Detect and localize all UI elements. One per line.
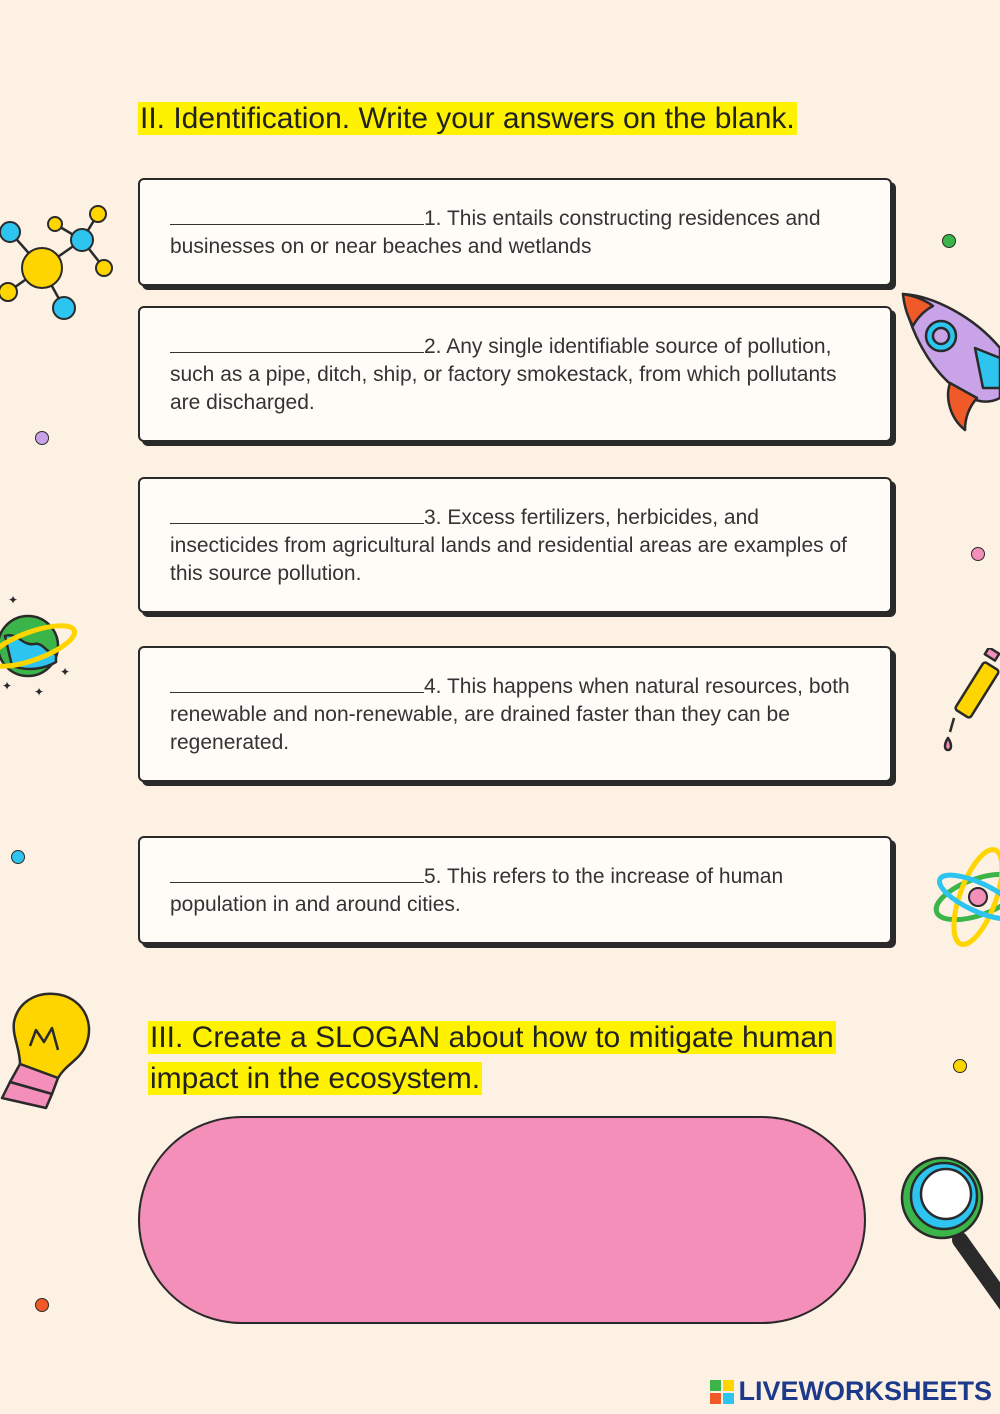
atom-icon bbox=[928, 843, 1000, 953]
question-5-text: 5. This refers to the increase of human population in and around cities. bbox=[170, 864, 784, 916]
svg-text:✦: ✦ bbox=[34, 685, 45, 699]
liveworksheets-logo-icon bbox=[710, 1380, 734, 1404]
answer-blank-4[interactable] bbox=[170, 672, 424, 693]
question-1-card bbox=[138, 178, 892, 286]
question-2-card bbox=[138, 306, 892, 442]
svg-text:✦: ✦ bbox=[60, 665, 71, 679]
section-2-heading: II. Identification. Write your answers on the blank. bbox=[140, 102, 795, 135]
answer-blank-5[interactable] bbox=[170, 862, 424, 883]
answer-blank-1[interactable] bbox=[170, 204, 424, 225]
answer-blank-3[interactable] bbox=[170, 503, 424, 524]
green-dot bbox=[942, 234, 956, 248]
rocket-icon bbox=[895, 288, 1000, 438]
question-5-card bbox=[138, 836, 892, 944]
brand-name: LIVEWORKSHEETS bbox=[738, 1376, 992, 1406]
planet-icon bbox=[0, 592, 85, 702]
slogan-answer-box[interactable] bbox=[138, 1116, 866, 1324]
section-3-heading: III. Create a SLOGAN about how to mitigate human impact in the ecosystem. bbox=[150, 1021, 834, 1095]
blue-dot bbox=[11, 850, 25, 864]
question-4-text: 4. This happens when natural resources, both renewable and non-renewable, are drained faster than they can be regenerated. bbox=[170, 674, 850, 754]
question-3-card bbox=[138, 477, 892, 613]
molecule-icon bbox=[0, 200, 120, 325]
purple-dot bbox=[35, 431, 49, 445]
yellow-dot bbox=[953, 1059, 967, 1073]
question-4-card bbox=[138, 646, 892, 782]
svg-text:✦: ✦ bbox=[2, 679, 13, 693]
question-3-text: 3. Excess fertilizers, herbicides, and insecticides from agricultural lands and residential areas are examples of this source pollution. bbox=[170, 505, 848, 585]
lightbulb-icon bbox=[0, 990, 95, 1120]
liveworksheets-brand[interactable] bbox=[710, 1376, 992, 1407]
answer-blank-2[interactable] bbox=[170, 332, 424, 353]
svg-text:✦: ✦ bbox=[8, 593, 19, 607]
orange-dot bbox=[35, 1298, 49, 1312]
question-1-text: 1. This entails constructing residences and businesses on or near beaches and wetlands bbox=[170, 206, 821, 258]
question-2-text: 2. Any single identifiable source of pollution, such as a pipe, ditch, ship, or factory smokestack, from which pollutants are discharged. bbox=[170, 334, 837, 414]
magnifier-icon bbox=[900, 1150, 1000, 1310]
syringe-icon bbox=[936, 648, 1000, 753]
pink-dot bbox=[971, 547, 985, 561]
